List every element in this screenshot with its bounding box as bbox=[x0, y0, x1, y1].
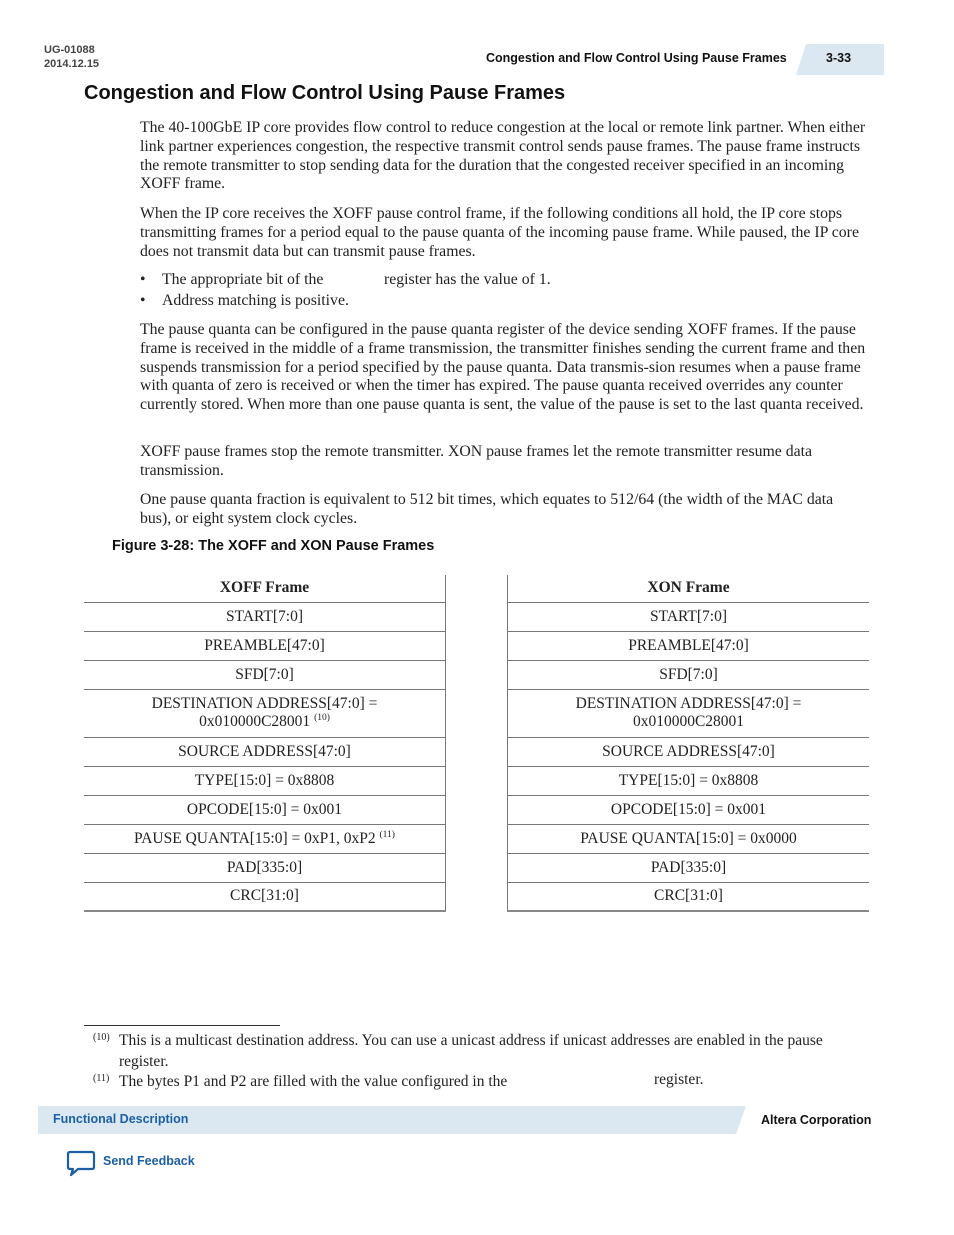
footnote-number: (11) bbox=[93, 1073, 110, 1084]
footnote-ref[interactable]: (11) bbox=[379, 829, 395, 840]
bullet-text-continued: register has the value of 1. bbox=[384, 271, 551, 288]
paragraph-xoff-conditions: When the IP core receives the XOFF pause control frame, if the following conditions all hold, the IP core stops transmitting frames for a period equal to the pause quanta of the incoming pause frame. While paused, the IP core does not transmit data but can transmit pause frames. bbox=[140, 205, 859, 260]
table-cell-pause-quanta bbox=[84, 824, 446, 853]
page-number-box bbox=[796, 44, 884, 75]
table-cell: PAUSE QUANTA[15:0] = 0x0000 bbox=[508, 824, 870, 853]
table-cell-destination bbox=[84, 689, 446, 737]
figure-caption: Figure 3-28: The XOFF and XON Pause Frames bbox=[112, 538, 435, 554]
paragraph-quanta-fraction: One pause quanta fraction is equivalent to 512 bit times, which equates to 512/64 (the width of the MAC data bus), or eight system clock cycles. bbox=[140, 491, 834, 527]
footnote-text: This is a multicast destination address. You can use a unicast address if unicast addresses are enabled in the pause register. bbox=[119, 1032, 823, 1070]
cell-text: DESTINATION ADDRESS[47:0] = bbox=[151, 695, 378, 712]
paragraph-flow-control: The 40-100GbE IP core provides flow control to reduce congestion at the local or remote link partner. When either link partner experiences congestion, the respective transmit control sends pause frames. The pause frame instructs the remote transmitter to stop sending data for the duration that the congested receiver specified in an incoming XOFF frame. bbox=[140, 119, 866, 193]
table-cell: SFD[7:0] bbox=[508, 660, 870, 689]
table-cell: PAD[335:0] bbox=[508, 853, 870, 882]
xoff-table-header: XOFF Frame bbox=[84, 575, 446, 602]
table-cell: TYPE[15:0] = 0x8808 bbox=[84, 766, 446, 795]
table-cell-destination bbox=[508, 689, 870, 737]
page-number: 3-33 bbox=[826, 51, 852, 65]
footnote-divider bbox=[84, 1025, 280, 1026]
bullet-dot: • bbox=[140, 271, 146, 288]
footer-chapter-link[interactable]: Functional Description bbox=[53, 1112, 189, 1126]
table-cell: PREAMBLE[47:0] bbox=[508, 631, 870, 660]
bullet-text: The appropriate bit of the bbox=[162, 271, 324, 288]
cell-text: 0x010000C28001 bbox=[632, 713, 745, 730]
cell-text: PAUSE QUANTA[15:0] = 0xP1, 0xP2 bbox=[134, 829, 376, 847]
cell-text: DESTINATION ADDRESS[47:0] = bbox=[575, 695, 802, 712]
document-id bbox=[44, 43, 99, 71]
speech-bubble-icon bbox=[66, 1150, 96, 1178]
send-feedback-label[interactable]: Send Feedback bbox=[103, 1154, 195, 1168]
xon-table-header: XON Frame bbox=[508, 575, 870, 602]
footnote-number: (10) bbox=[93, 1032, 110, 1043]
paragraph-pause-quanta: The pause quanta can be configured in the pause quanta register of the device sending XOFF frames. If the pause frame is received in the middle of a frame transmission, the transmitter finishes sending the current frame and then suspends transmission for a period specified by the pause quanta. Data transmis-sion resumes when a pause frame with quanta of zero is received or when the timer has expired. The pause quanta received overrides any counter currently stored. When more than one pause quanta is sent, the value of the pause is set to the last quanta received. bbox=[140, 321, 866, 414]
bullet-dot: • bbox=[140, 292, 146, 309]
cell-text: 0x010000C28001 bbox=[199, 713, 311, 730]
table-cell: START[7:0] bbox=[84, 602, 446, 631]
table-cell: PREAMBLE[47:0] bbox=[84, 631, 446, 660]
table-cell: TYPE[15:0] = 0x8808 bbox=[508, 766, 870, 795]
paragraph-xoff-xon: XOFF pause frames stop the remote transmitter. XON pause frames let the remote transmitter resume data transmission. bbox=[140, 443, 813, 479]
footnote-text: The bytes P1 and P2 are filled with the value configured in the bbox=[119, 1073, 508, 1090]
document-number: UG-01088 bbox=[44, 44, 95, 56]
bullet-text: Address matching is positive. bbox=[162, 292, 349, 309]
document-date: 2014.12.15 bbox=[44, 58, 100, 70]
table-cell: PAD[335:0] bbox=[84, 853, 446, 882]
table-cell: SOURCE ADDRESS[47:0] bbox=[508, 737, 870, 766]
xon-frame-table bbox=[507, 575, 869, 912]
table-cell: SOURCE ADDRESS[47:0] bbox=[84, 737, 446, 766]
footnote-text-continued: register. bbox=[654, 1071, 704, 1088]
footer-band bbox=[38, 1106, 746, 1134]
running-header-title: Congestion and Flow Control Using Pause Frames bbox=[486, 51, 787, 65]
table-cell: START[7:0] bbox=[508, 602, 870, 631]
section-title: Congestion and Flow Control Using Pause Frames bbox=[84, 82, 566, 104]
table-cell: SFD[7:0] bbox=[84, 660, 446, 689]
table-cell: CRC[31:0] bbox=[84, 882, 446, 911]
xoff-frame-table bbox=[84, 575, 446, 912]
table-cell: OPCODE[15:0] = 0x001 bbox=[508, 795, 870, 824]
table-cell: OPCODE[15:0] = 0x001 bbox=[84, 795, 446, 824]
table-cell: CRC[31:0] bbox=[508, 882, 870, 911]
footer-company: Altera Corporation bbox=[761, 1113, 872, 1127]
footnote-ref[interactable]: (10) bbox=[314, 712, 330, 723]
